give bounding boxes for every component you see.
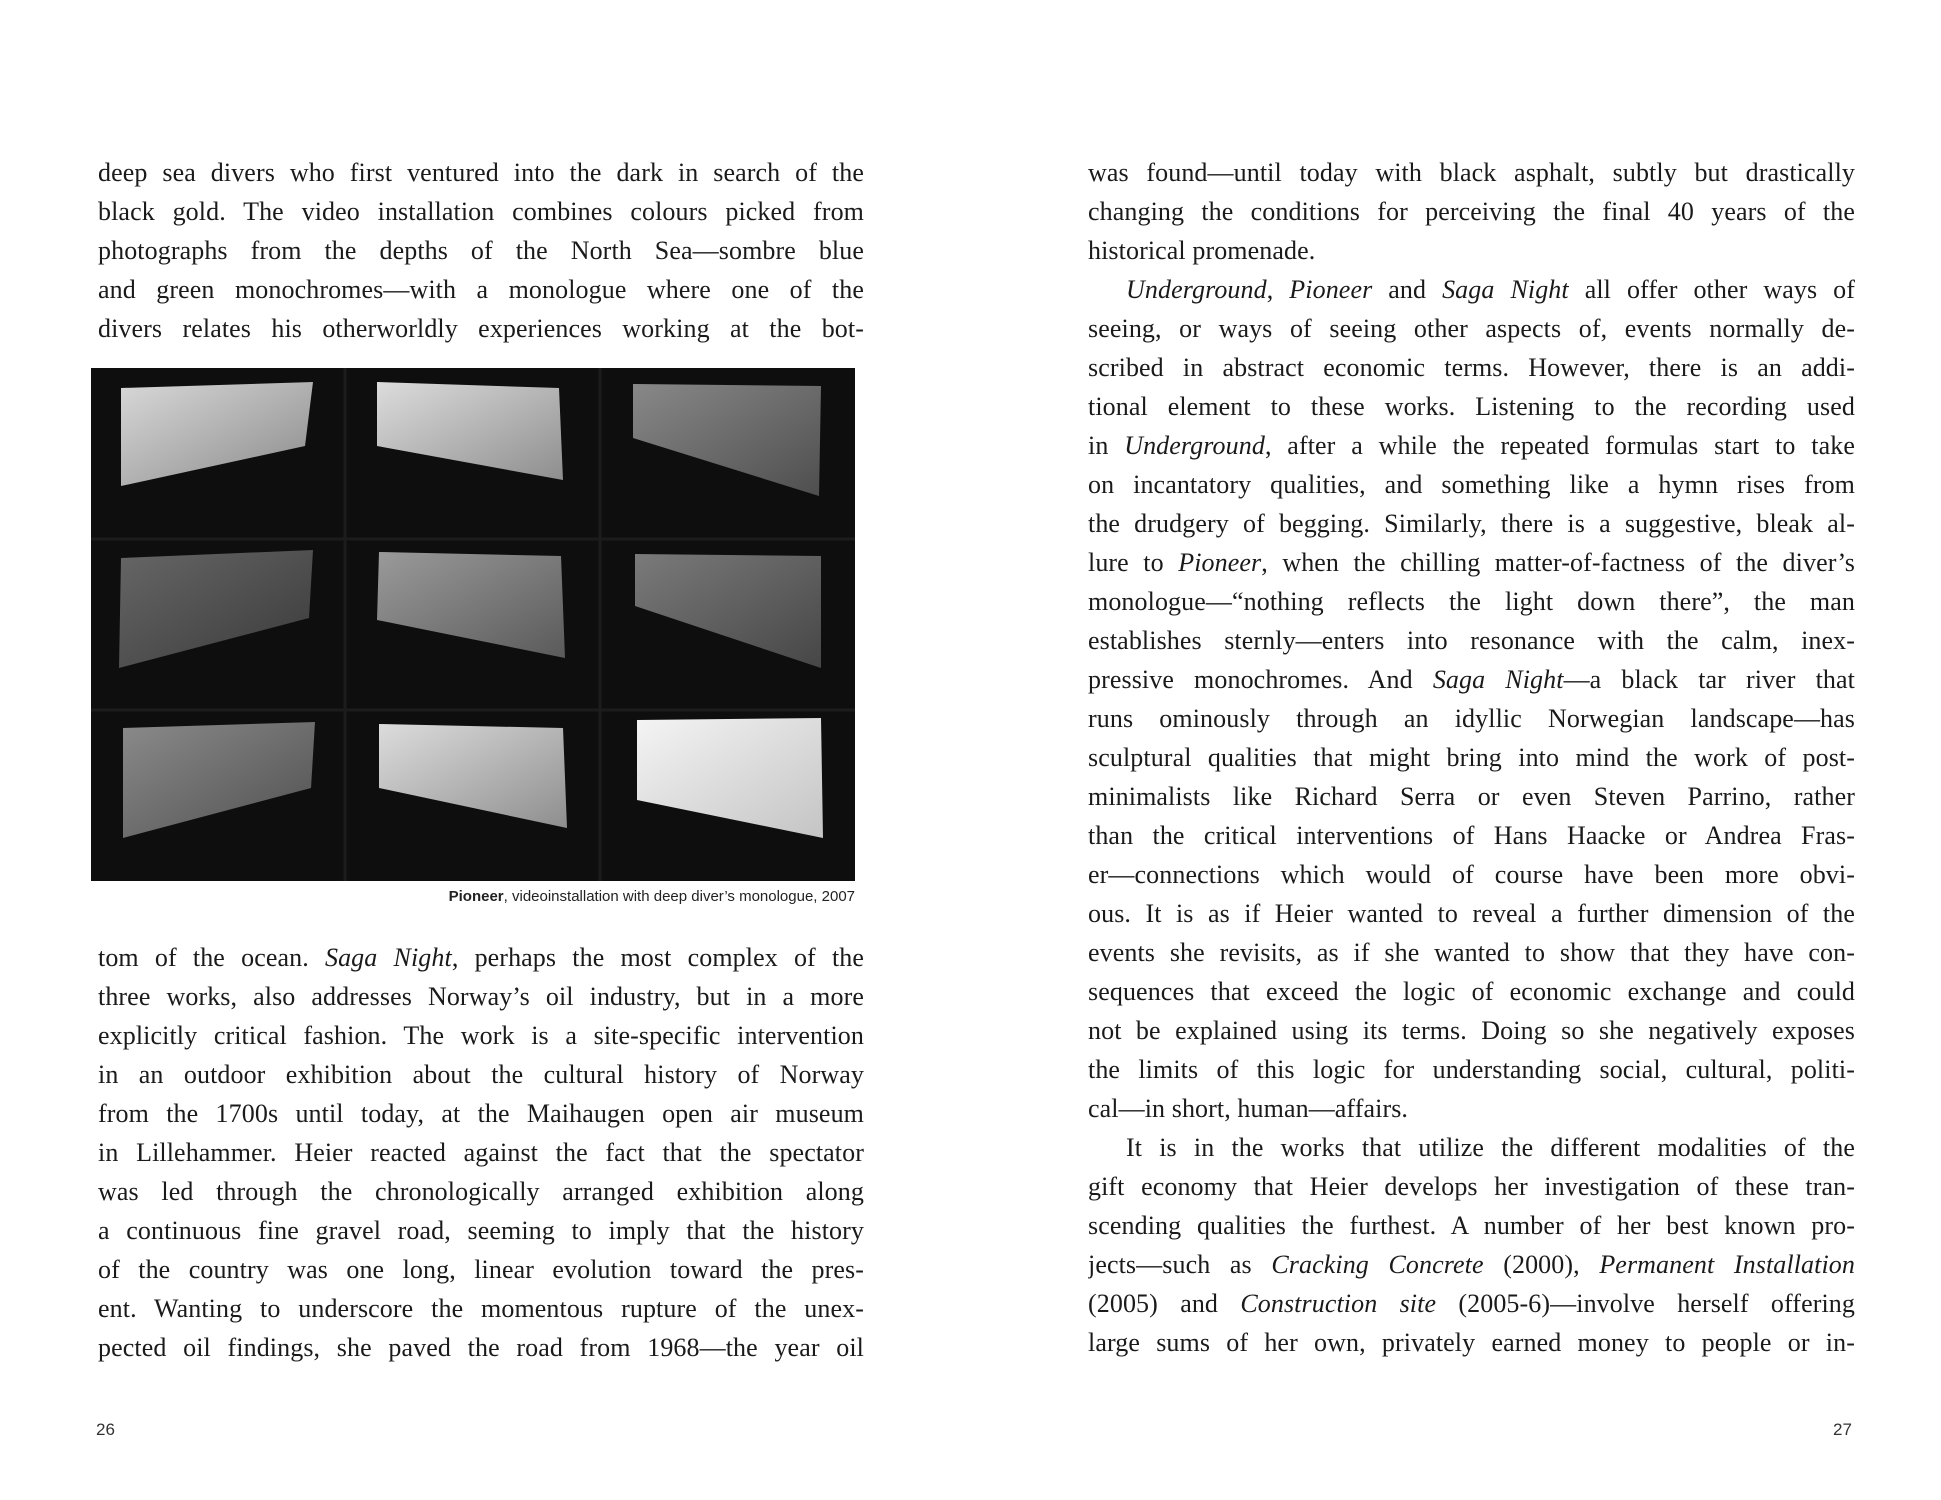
text-line: was led through the chronologically arranged exhibition along <box>98 1177 864 1206</box>
text-line: on incantatory qualities, and something like a hymn rises from <box>1088 470 1855 499</box>
text-line: in an outdoor exhibition about the cultural history of Norway <box>98 1060 864 1089</box>
text-line: three works, also addresses Norway’s oil industry, but in a more <box>98 982 864 1011</box>
text-line: was found—until today with black asphalt, subtly but drastically <box>1088 158 1855 187</box>
text-line <box>1088 1284 1855 1323</box>
work-title: Underground <box>1126 275 1267 304</box>
text-line <box>1088 660 1855 699</box>
text-line: a continuous fine gravel road, seeming to imply that the history <box>98 1216 864 1245</box>
work-title: Saga Night <box>324 943 452 972</box>
text-line: large sums of her own, privately earned money to people or in- <box>1088 1328 1855 1357</box>
text-line: the drudgery of begging. Similarly, there is a suggestive, bleak al- <box>1088 509 1855 538</box>
text-line <box>1088 426 1855 465</box>
text-line: scending qualities the furthest. A number of her best known pro- <box>1088 1211 1855 1240</box>
text-line: er—connections which would of course have been more obvi- <box>1088 860 1855 889</box>
text-line: gift economy that Heier develops her investigation of these tran- <box>1088 1172 1855 1201</box>
text-line: deep sea divers who first ventured into the dark in search of the <box>98 158 864 187</box>
text-line: historical promenade. <box>1088 236 1316 265</box>
text-span: (2000), <box>1483 1250 1600 1279</box>
text-line: of the country was one long, linear evolution toward the pres- <box>98 1255 864 1284</box>
text-line: explicitly critical fashion. The work is a site-specific intervention <box>98 1021 864 1050</box>
work-title: Cracking Concrete <box>1271 1250 1484 1279</box>
text-line: seeing, or ways of seeing other aspects of, events normally de- <box>1088 314 1855 343</box>
text-line: not be explained using its terms. Doing so she negatively exposes <box>1088 1016 1855 1045</box>
text-line: pected oil findings, she paved the road from 1968—the year oil <box>98 1333 864 1362</box>
text-line <box>98 938 864 977</box>
page-number-right: 27 <box>1833 1420 1852 1439</box>
text-line: changing the conditions for perceiving the final 40 years of the <box>1088 197 1855 226</box>
text-line: divers relates his otherworldly experiences working at the bot- <box>98 314 864 343</box>
text-line: sequences that exceed the logic of economic exchange and could <box>1088 977 1855 1006</box>
text-span: , after a while the repeated formulas start to take <box>1264 431 1855 460</box>
work-title: Pioneer <box>1289 275 1373 304</box>
pioneer-figure <box>91 368 855 881</box>
text-line: photographs from the depths of the North Sea—sombre blue <box>98 236 864 265</box>
left-bottom-text <box>98 938 864 1367</box>
text-span: —a black tar river that <box>1563 665 1855 694</box>
text-span: jects—such as <box>1088 1250 1272 1279</box>
text-line <box>1088 543 1855 582</box>
work-title: Construction site <box>1240 1289 1437 1318</box>
text-span: tom of the ocean. <box>98 943 309 972</box>
work-title: Pioneer <box>1178 548 1262 577</box>
text-line: ous. It is as if Heier wanted to reveal a further dimension of the <box>1088 899 1855 928</box>
text-line <box>1088 1245 1855 1284</box>
text-line: sculptural qualities that might bring into mind the work of post- <box>1088 743 1855 772</box>
text-line: and green monochromes—with a monologue where one of the <box>98 275 864 304</box>
caption-title: Pioneer <box>448 888 504 905</box>
text-line: tional element to these works. Listening to the recording used <box>1088 392 1855 421</box>
figure-caption <box>449 888 855 905</box>
text-line: the limits of this logic for understanding social, cultural, politi- <box>1088 1055 1855 1084</box>
text-line: runs ominously through an idyllic Norwegian landscape—has <box>1088 704 1855 733</box>
text-span: pressive monochromes. And <box>1088 665 1433 694</box>
text-line: cal—in short, human—affairs. <box>1088 1094 1409 1123</box>
text-line: monologue—“nothing reflects the light down there”, the man <box>1088 587 1855 616</box>
page-number-left: 26 <box>96 1420 115 1439</box>
text-line: ent. Wanting to underscore the momentous rupture of the unex- <box>98 1294 864 1323</box>
text-line: than the critical interventions of Hans Haacke or Andrea Fras- <box>1088 821 1855 850</box>
left-top-text <box>98 153 864 348</box>
text-span: and <box>1372 275 1443 304</box>
text-span: , <box>1266 275 1290 304</box>
text-line: from the 1700s until today, at the Maihaugen open air museum <box>98 1099 864 1128</box>
text-line <box>1088 270 1855 309</box>
monochrome-grid-image <box>91 368 855 881</box>
text-line: in Lillehammer. Heier reacted against the fact that the spectator <box>98 1138 864 1167</box>
text-span: , perhaps the most complex of the <box>451 943 864 972</box>
text-span: lure to <box>1088 548 1179 577</box>
text-line: scribed in abstract economic terms. However, there is an addi- <box>1088 353 1855 382</box>
caption-text: , videoinstallation with deep diver’s monologue, 2007 <box>503 888 855 905</box>
right-text <box>1088 153 1855 1362</box>
work-title: Saga Night <box>1432 665 1564 694</box>
text-line: black gold. The video installation combines colours picked from <box>98 197 864 226</box>
text-span: in <box>1088 431 1125 460</box>
text-line: It is in the works that utilize the different modalities of the <box>1126 1133 1855 1162</box>
text-span: (2005-6)—involve herself offering <box>1436 1289 1855 1318</box>
text-span: (2005) and <box>1088 1289 1241 1318</box>
work-title: Underground <box>1124 431 1265 460</box>
text-line: establishes sternly—enters into resonance with the calm, inex- <box>1088 626 1855 655</box>
text-line: events she revisits, as if she wanted to show that they have con- <box>1088 938 1855 967</box>
text-span: all offer other ways of <box>1568 275 1855 304</box>
text-line: minimalists like Richard Serra or even Steven Parrino, rather <box>1088 782 1855 811</box>
work-title: Permanent Installation <box>1599 1250 1855 1279</box>
work-title: Saga Night <box>1442 275 1569 304</box>
text-span: , when the chilling matter-of-factness of the diver’s <box>1261 548 1855 577</box>
left-page <box>0 0 970 1500</box>
